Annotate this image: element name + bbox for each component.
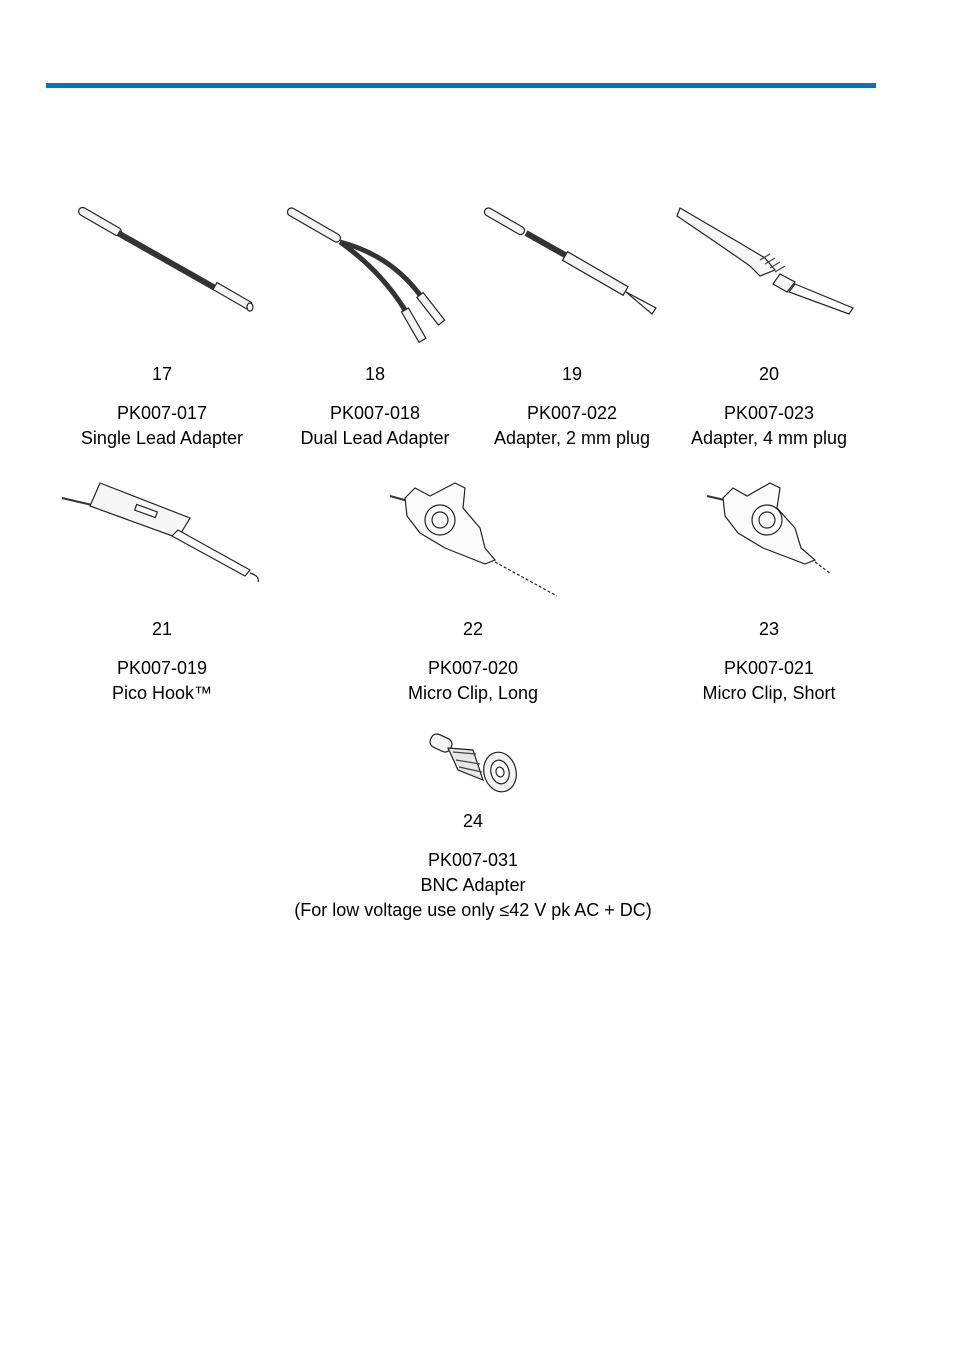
pico-hook-icon bbox=[60, 478, 265, 588]
item-17-caption bbox=[62, 362, 262, 451]
item-22-caption bbox=[373, 617, 573, 706]
adapter-2mm-plug-icon bbox=[480, 200, 670, 320]
item-23-caption bbox=[669, 617, 869, 706]
part-number: PK007-031 bbox=[427, 850, 519, 870]
part-description: BNC Adapter bbox=[420, 875, 526, 895]
part-number: PK007-017 bbox=[116, 403, 208, 423]
part-description: Adapter, 4 mm plug bbox=[690, 428, 848, 448]
part-number: PK007-022 bbox=[526, 403, 618, 423]
adapter-4mm-plug-icon bbox=[675, 200, 865, 320]
item-number: 24 bbox=[462, 811, 484, 831]
part-description: Pico Hook™ bbox=[111, 683, 213, 703]
bnc-adapter-icon bbox=[428, 730, 523, 798]
micro-clip-long-icon bbox=[385, 478, 565, 603]
item-19-caption bbox=[472, 362, 672, 451]
part-description: Micro Clip, Long bbox=[407, 683, 539, 703]
part-description: Single Lead Adapter bbox=[80, 428, 244, 448]
part-description: Adapter, 2 mm plug bbox=[493, 428, 651, 448]
voltage-note: (For low voltage use only ≤42 V pk AC + DC) bbox=[294, 900, 652, 920]
item-number: 17 bbox=[151, 364, 173, 384]
item-number: 22 bbox=[462, 619, 484, 639]
item-number: 19 bbox=[561, 364, 583, 384]
part-number: PK007-020 bbox=[427, 658, 519, 678]
item-20-caption bbox=[669, 362, 869, 451]
item-18-caption bbox=[275, 362, 475, 451]
item-number: 20 bbox=[758, 364, 780, 384]
item-number: 23 bbox=[758, 619, 780, 639]
part-number: PK007-023 bbox=[723, 403, 815, 423]
item-24-caption bbox=[273, 809, 673, 923]
part-description: Dual Lead Adapter bbox=[300, 428, 450, 448]
part-number: PK007-018 bbox=[329, 403, 421, 423]
dual-lead-adapter-icon bbox=[280, 200, 470, 355]
single-lead-adapter-icon bbox=[70, 200, 260, 320]
header-rule bbox=[46, 83, 876, 88]
item-21-caption bbox=[62, 617, 262, 706]
part-number: PK007-019 bbox=[116, 658, 208, 678]
item-number: 21 bbox=[151, 619, 173, 639]
item-number: 18 bbox=[364, 364, 386, 384]
part-description: Micro Clip, Short bbox=[702, 683, 836, 703]
micro-clip-short-icon bbox=[705, 478, 840, 583]
part-number: PK007-021 bbox=[723, 658, 815, 678]
